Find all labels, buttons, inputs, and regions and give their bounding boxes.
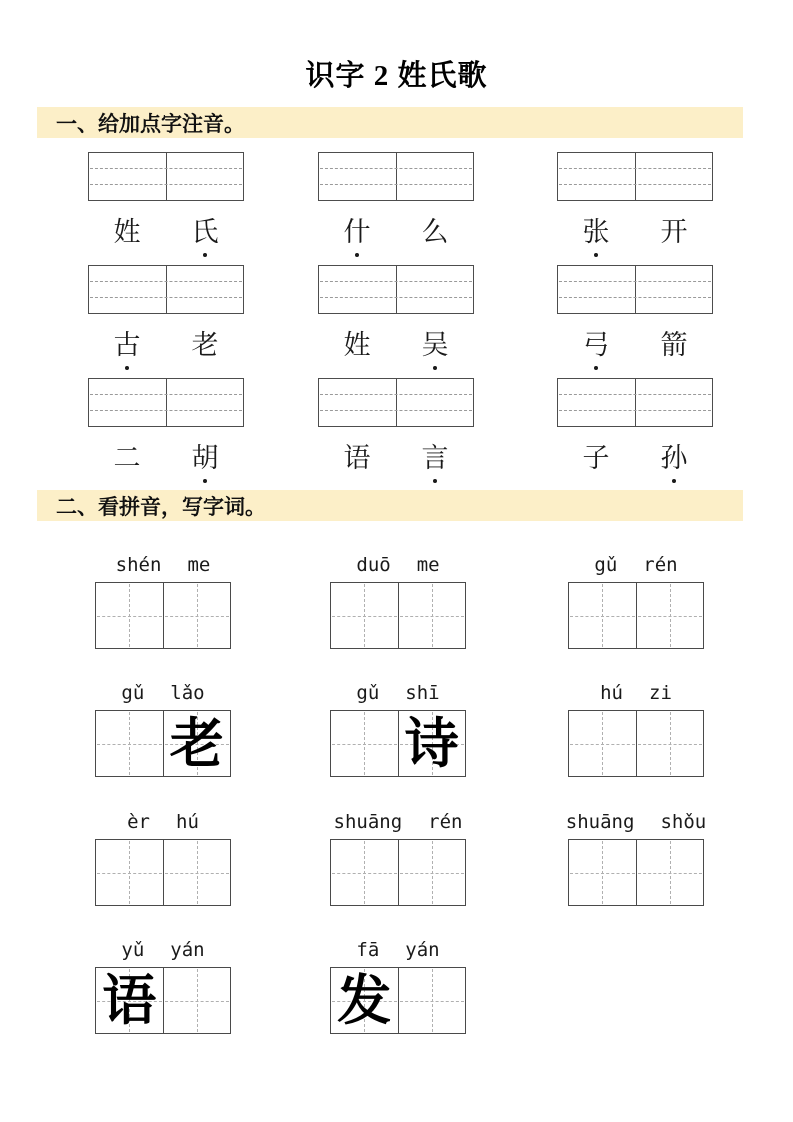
annotation-unit xyxy=(318,265,474,361)
pinyin-word-unit xyxy=(328,809,468,906)
guide-line xyxy=(90,281,242,282)
hanzi: 子 xyxy=(582,443,610,473)
guide-line xyxy=(320,168,472,169)
grid-cell[interactable] xyxy=(398,583,466,648)
box-divider xyxy=(166,379,167,426)
hanzi: 么 xyxy=(421,217,449,247)
guide-line xyxy=(320,410,472,411)
hanzi-dotted: 弓 xyxy=(582,330,610,360)
grid-cell[interactable] xyxy=(636,840,704,905)
annotation-unit xyxy=(318,378,474,474)
character-pair xyxy=(557,216,713,248)
pinyin-writing-box[interactable] xyxy=(318,378,474,427)
guide-line xyxy=(90,297,242,298)
character-writing-grid[interactable] xyxy=(330,710,466,777)
pinyin-word-unit xyxy=(566,809,706,906)
character-pair xyxy=(88,329,244,361)
hanzi: 二 xyxy=(113,443,141,473)
written-character xyxy=(331,840,398,905)
grid-cell[interactable] xyxy=(331,968,398,1033)
written-character xyxy=(164,968,231,1033)
written-character xyxy=(399,583,466,648)
box-divider xyxy=(635,266,636,313)
written-character xyxy=(399,840,466,905)
character-writing-grid[interactable] xyxy=(95,710,231,777)
guide-line xyxy=(90,168,242,169)
guide-line xyxy=(559,281,711,282)
guide-line xyxy=(559,184,711,185)
character-pair xyxy=(318,329,474,361)
character-writing-grid[interactable] xyxy=(568,710,704,777)
hanzi: 语 xyxy=(343,443,371,473)
box-divider xyxy=(166,153,167,200)
character-pair xyxy=(88,216,244,248)
section-1-heading: 一、给加点字注音。 xyxy=(37,107,743,138)
grid-cell[interactable] xyxy=(331,840,398,905)
grid-cell[interactable] xyxy=(398,840,466,905)
written-character: 诗 xyxy=(404,713,459,774)
pinyin-word-unit xyxy=(328,680,468,777)
hanzi-dotted: 孙 xyxy=(660,443,688,473)
grid-cell[interactable] xyxy=(569,840,636,905)
pinyin-word-unit xyxy=(328,552,468,649)
hanzi: 姓 xyxy=(343,330,371,360)
pinyin-label: shuāng shǒu xyxy=(565,811,707,833)
grid-cell[interactable] xyxy=(398,711,466,776)
hanzi-dotted: 吴 xyxy=(421,330,449,360)
hanzi-dotted: 古 xyxy=(113,330,141,360)
pinyin-writing-box[interactable] xyxy=(557,265,713,314)
pinyin-label: gǔ lǎo xyxy=(121,682,205,704)
hanzi: 开 xyxy=(660,217,688,247)
hanzi: 箭 xyxy=(660,330,688,360)
grid-cell[interactable] xyxy=(163,968,231,1033)
character-writing-grid[interactable] xyxy=(95,967,231,1034)
box-divider xyxy=(396,153,397,200)
pinyin-writing-box[interactable] xyxy=(318,265,474,314)
pinyin-label: hú zi xyxy=(600,682,672,704)
written-character xyxy=(399,968,466,1033)
character-pair xyxy=(318,216,474,248)
character-writing-grid[interactable] xyxy=(568,839,704,906)
grid-cell[interactable] xyxy=(331,711,398,776)
box-divider xyxy=(635,153,636,200)
grid-cell[interactable] xyxy=(569,583,636,648)
hanzi-dotted: 氏 xyxy=(191,217,219,247)
character-writing-grid[interactable] xyxy=(95,582,231,649)
annotation-unit xyxy=(88,152,244,248)
annotation-unit xyxy=(557,152,713,248)
guide-line xyxy=(559,410,711,411)
character-writing-grid[interactable] xyxy=(95,839,231,906)
written-character xyxy=(637,583,704,648)
grid-cell[interactable] xyxy=(163,583,231,648)
guide-line xyxy=(90,184,242,185)
written-character xyxy=(331,711,398,776)
guide-line xyxy=(90,410,242,411)
pinyin-word-unit xyxy=(328,937,468,1034)
box-divider xyxy=(396,266,397,313)
pinyin-word-unit xyxy=(93,552,233,649)
written-character xyxy=(637,711,704,776)
character-pair xyxy=(557,442,713,474)
hanzi-dotted: 张 xyxy=(582,217,610,247)
written-character xyxy=(164,840,231,905)
written-character xyxy=(331,583,398,648)
written-character xyxy=(96,583,163,648)
guide-line xyxy=(320,281,472,282)
written-character: 语 xyxy=(102,970,157,1031)
written-character xyxy=(164,583,231,648)
pinyin-writing-box[interactable] xyxy=(88,378,244,427)
written-character: 老 xyxy=(169,713,224,774)
grid-cell[interactable] xyxy=(163,840,231,905)
character-writing-grid[interactable] xyxy=(568,582,704,649)
pinyin-word-unit xyxy=(93,937,233,1034)
pinyin-label: fā yán xyxy=(356,939,440,961)
pinyin-word-unit xyxy=(566,552,706,649)
pinyin-label: gǔ shī xyxy=(356,682,440,704)
pinyin-writing-box[interactable] xyxy=(88,265,244,314)
pinyin-label: duō me xyxy=(356,554,440,576)
character-writing-grid[interactable] xyxy=(330,967,466,1034)
pinyin-label: shén me xyxy=(115,554,211,576)
grid-cell[interactable] xyxy=(96,968,163,1033)
annotation-unit xyxy=(557,265,713,361)
written-character xyxy=(637,840,704,905)
annotation-unit xyxy=(557,378,713,474)
guide-line xyxy=(559,297,711,298)
annotation-unit xyxy=(88,378,244,474)
hanzi-dotted: 什 xyxy=(343,217,371,247)
pinyin-label: yǔ yán xyxy=(121,939,205,961)
guide-line xyxy=(320,297,472,298)
guide-line xyxy=(90,394,242,395)
written-character xyxy=(96,711,163,776)
written-character xyxy=(569,840,636,905)
written-character xyxy=(569,583,636,648)
guide-line xyxy=(320,394,472,395)
character-pair xyxy=(88,442,244,474)
annotation-unit xyxy=(318,152,474,248)
annotation-unit xyxy=(88,265,244,361)
pinyin-writing-box[interactable] xyxy=(557,378,713,427)
character-pair xyxy=(557,329,713,361)
grid-cell[interactable] xyxy=(398,968,466,1033)
written-character xyxy=(569,711,636,776)
written-character: 发 xyxy=(337,970,392,1031)
hanzi-dotted: 胡 xyxy=(191,443,219,473)
pinyin-word-unit xyxy=(566,680,706,777)
guide-line xyxy=(559,394,711,395)
character-writing-grid[interactable] xyxy=(330,582,466,649)
grid-cell[interactable] xyxy=(636,583,704,648)
box-divider xyxy=(166,266,167,313)
pinyin-label: shuāng rén xyxy=(333,811,463,833)
pinyin-label: gǔ rén xyxy=(594,554,678,576)
pinyin-writing-box[interactable] xyxy=(557,152,713,201)
written-character xyxy=(96,840,163,905)
character-pair xyxy=(318,442,474,474)
section-2-heading: 二、看拼音，写字词。 xyxy=(37,490,743,521)
box-divider xyxy=(635,379,636,426)
guide-line xyxy=(320,184,472,185)
grid-cell[interactable] xyxy=(96,583,163,648)
grid-cell[interactable] xyxy=(331,583,398,648)
character-writing-grid[interactable] xyxy=(330,839,466,906)
pinyin-writing-box[interactable] xyxy=(88,152,244,201)
grid-cell[interactable] xyxy=(163,711,231,776)
worksheet-title: 识字 2 姓氏歌 xyxy=(305,60,488,92)
hanzi: 姓 xyxy=(113,217,141,247)
hanzi: 老 xyxy=(191,330,219,360)
pinyin-word-unit xyxy=(93,809,233,906)
grid-cell[interactable] xyxy=(636,711,704,776)
grid-cell[interactable] xyxy=(569,711,636,776)
pinyin-label: èr hú xyxy=(127,811,199,833)
box-divider xyxy=(396,379,397,426)
grid-cell[interactable] xyxy=(96,711,163,776)
pinyin-word-unit xyxy=(93,680,233,777)
hanzi-dotted: 言 xyxy=(421,443,449,473)
grid-cell[interactable] xyxy=(96,840,163,905)
guide-line xyxy=(559,168,711,169)
pinyin-writing-box[interactable] xyxy=(318,152,474,201)
